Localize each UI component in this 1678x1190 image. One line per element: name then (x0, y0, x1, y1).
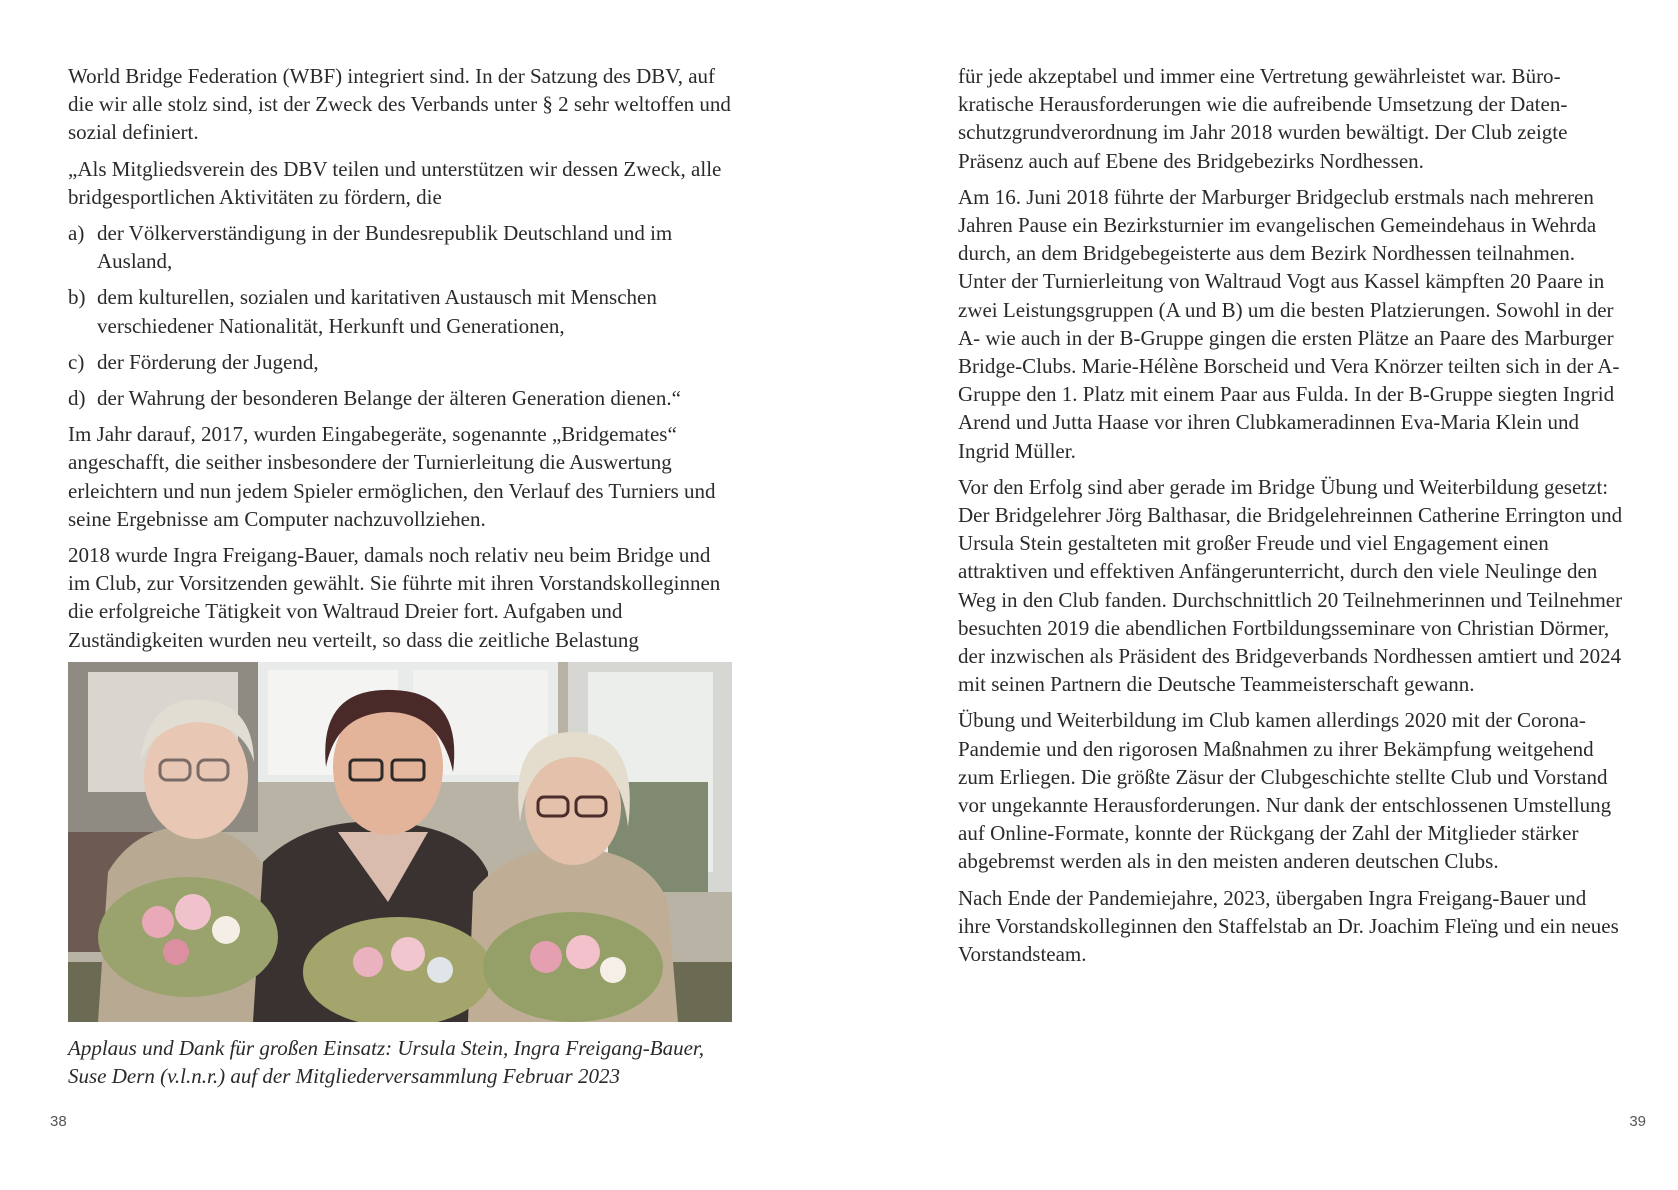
list-item-text: der Völkerverständigung in der Bundesrepublik Deutschland und im Ausland, (97, 221, 673, 274)
left-paragraph-1: World Bridge Federation (WBF) integriert sind. In der Satzung des DBV, auf die wir alle stolz sind, ist der Zweck des Verbands unter § 2 sehr weltoffen und sozial definiert. (68, 64, 731, 145)
purpose-list (68, 219, 732, 412)
list-item-text: der Förderung der Jugend, (97, 349, 319, 374)
left-paragraph-2: „Als Mitgliedsverein des DBV teilen und unterstützen wir dessen Zweck, alle bridgesportlichen Aktivitäten zu fördern, die (68, 156, 722, 209)
list-marker: c) (68, 349, 85, 374)
right-paragraph-2: Am 16. Juni 2018 führte der Marburger Bridgeclub erstmals nach mehreren Jahren Pause ein Bezirksturnier im evangelischen Gemeindehaus in Wehrda durch, an dem Bridgebegeisterte aus dem Bezirk Nordhessen teilnahmen. Unter der Turnierleitung von Waltraud Vogt aus Kassel kämpften 20 Paare in zwei Leistungsgruppen (A und B) um die besten Platzierungen. Sowohl in der A- wie auch in der B-Gruppe gingen die ersten Plätze an Paare des Marburger Bridge-Clubs. Marie-Hélène Borscheid und Vera Knörzer teilten sich in der A-Gruppe den 1. Platz mit einem Paar aus Fulda. In der B-Gruppe siegten Ingrid Arend und Jutta Haase vor ihren Clubkameradinnen Eva-Maria Klein und Ingrid Müller. (958, 184, 1620, 463)
group-photo-illustration (68, 662, 732, 1022)
right-paragraph-5: Nach Ende der Pandemiejahre, 2023, übergaben Ingra Freigang-Bauer und ihre Vorstandskolleginnen den Staffelstab an Dr. Joachim Fleïng und ein neues Vorstandsteam. (958, 885, 1619, 967)
list-item-text: der Wahrung der besonderen Belange der älteren Generation dienen.“ (97, 386, 681, 411)
list-item-text: dem kulturellen, sozialen und karitativen Austausch mit Menschen verschiedener Nationalität, Herkunft und Generationen, (97, 285, 657, 338)
list-marker: a) (68, 221, 85, 246)
group-photo (68, 662, 732, 1022)
page-number-right: 39 (1629, 1113, 1646, 1130)
right-paragraph-3: Vor den Erfolg sind aber gerade im Bridge Übung und Weiterbildung gesetzt: Der Bridgelehrer Jörg Balthasar, die Bridgelehreinnen Catherine Errington und Ursula Stein gestalteten mit großer Freude und viel Engagement einen attraktiven und effektiven Anfängerunterricht, durch den viele Neulinge den Weg in den Club fanden. Durchschnittlich 20 Teilnehmerinnen und Teilnehmer besuchten 2019 die abendlichen Fortbildungsseminare von Christian Dörmer, der inzwischen als Präsident des Bridgeverbands Nordhessen amtiert und 2024 mit seinen Partnern die Deutsche Teammeisterschaft gewann. (958, 474, 1623, 697)
photo-caption: Applaus und Dank für großen Einsatz: Ursula Stein, Ingra Freigang-Bauer, Suse Dern (v.l.n.r.) auf der Mitgliederversammlung Februar 2023 (68, 1035, 704, 1089)
left-paragraph-3: Im Jahr darauf, 2017, wurden Eingabegeräte, sogenannte „Bridgemates“ angeschafft, die seither insbesondere der Turnierleitung die Auswertung erleichtern und nun jedem Spieler ermöglichen, den Verlauf des Turniers und seine Ergebnisse am Computer nachzuvollziehen. (68, 422, 716, 531)
list-item (68, 384, 732, 412)
list-item (68, 348, 732, 376)
list-marker: b) (68, 285, 86, 310)
list-item (68, 219, 732, 275)
list-item (68, 283, 732, 339)
page-right (839, 0, 1678, 1190)
left-paragraph-4: 2018 wurde Ingra Freigang-Bauer, damals noch relativ neu beim Bridge und im Club, zur Vorsitzenden gewählt. Sie führte mit ihren Vorstandskolleginnen die erfolgreiche Tätigkeit von Waltraud Dreier fort. Aufgaben und Zuständigkeiten wurden neu verteilt, so dass die zeitliche Belastung (68, 543, 721, 652)
list-marker: d) (68, 386, 86, 411)
right-paragraph-4: Übung und Weiterbildung im Club kamen allerdings 2020 mit der Corona-Pandemie und den rigorosen Maßnahmen zu ihrer Bekämpfung weitgehend zum Erliegen. Die größte Zäsur der Clubgeschichte stellte Club und Vorstand vor ungekannte Herausforderungen. Nur dank der entschlossenen Umstellung auf Online-Formate, konnte der Rückgang der Zahl der Mitglieder stärker abgebremst werden als in den meisten anderen deutschen Clubs. (958, 708, 1612, 874)
left-text-column (68, 62, 732, 1090)
page-number-left: 38 (50, 1113, 67, 1130)
right-paragraph-1: für jede akzeptabel und immer eine Vertretung gewährleistet war. Bürokratische Herausforderungen wie die aufreibende Umsetzung der Datenschutzgrundverordnung im Jahr 2018 wurden bewältigt. Der Club zeigte Präsenz auch auf Ebene des Bridgebezirks Nordhessen. (958, 64, 1568, 173)
right-text-column (958, 62, 1623, 976)
